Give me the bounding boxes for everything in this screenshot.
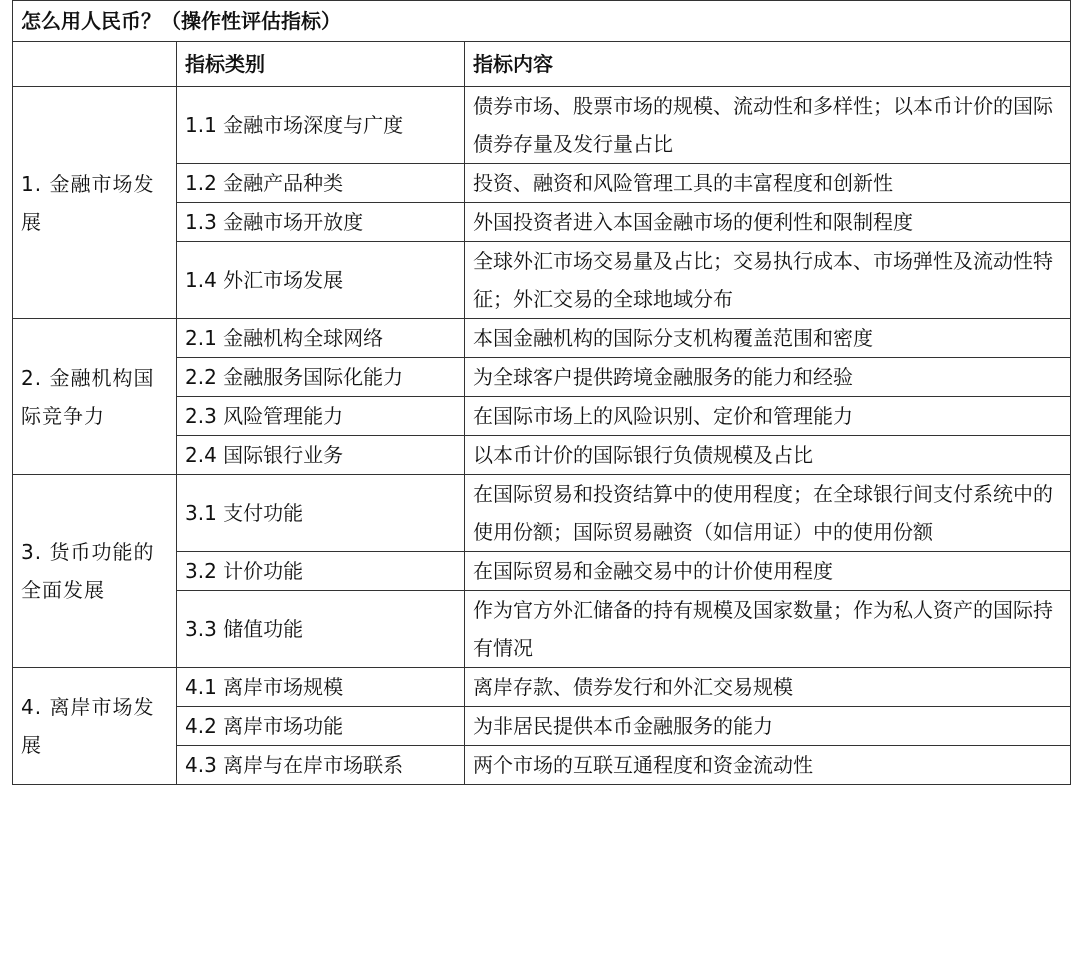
category-cell: 1. 金融市场发展 [13, 87, 177, 319]
header-row [13, 42, 1071, 87]
indicator-cell: 1.4 外汇市场发展 [177, 242, 465, 319]
indicator-cell: 2.3 风险管理能力 [177, 397, 465, 436]
indicator-cell: 1.3 金融市场开放度 [177, 203, 465, 242]
title-row [13, 1, 1071, 42]
indicator-content-cell: 离岸存款、债券发行和外汇交易规模 [465, 668, 1071, 707]
indicator-cell: 2.1 金融机构全球网络 [177, 319, 465, 358]
indicator-cell: 3.2 计价功能 [177, 552, 465, 591]
category-cell: 2. 金融机构国际竞争力 [13, 319, 177, 475]
indicator-content-cell: 在国际贸易和金融交易中的计价使用程度 [465, 552, 1071, 591]
indicator-content-cell: 投资、融资和风险管理工具的丰富程度和创新性 [465, 164, 1071, 203]
indicator-content-cell: 作为官方外汇储备的持有规模及国家数量；作为私人资产的国际持有情况 [465, 591, 1071, 668]
header-blank-cell [13, 42, 177, 87]
indicator-content-cell: 为全球客户提供跨境金融服务的能力和经验 [465, 358, 1071, 397]
table-title: 怎么用人民币？（操作性评估指标） [13, 1, 1071, 42]
indicator-content-cell: 全球外汇市场交易量及占比；交易执行成本、市场弹性及流动性特征；外汇交易的全球地域分布 [465, 242, 1071, 319]
indicator-cell: 4.3 离岸与在岸市场联系 [177, 746, 465, 785]
indicator-content-cell: 两个市场的互联互通程度和资金流动性 [465, 746, 1071, 785]
header-indicator-category: 指标类别 [177, 42, 465, 87]
table-row [13, 87, 1071, 164]
indicator-table-container [12, 0, 1070, 785]
indicator-cell: 4.1 离岸市场规模 [177, 668, 465, 707]
indicator-content-cell: 以本币计价的国际银行负债规模及占比 [465, 436, 1071, 475]
indicator-cell: 2.2 金融服务国际化能力 [177, 358, 465, 397]
table-row [13, 668, 1071, 707]
indicator-content-cell: 外国投资者进入本国金融市场的便利性和限制程度 [465, 203, 1071, 242]
indicator-content-cell: 本国金融机构的国际分支机构覆盖范围和密度 [465, 319, 1071, 358]
indicator-content-cell: 在国际市场上的风险识别、定价和管理能力 [465, 397, 1071, 436]
indicator-cell: 3.3 储值功能 [177, 591, 465, 668]
indicator-cell: 4.2 离岸市场功能 [177, 707, 465, 746]
indicator-cell: 1.1 金融市场深度与广度 [177, 87, 465, 164]
header-indicator-content: 指标内容 [465, 42, 1071, 87]
indicator-content-cell: 为非居民提供本币金融服务的能力 [465, 707, 1071, 746]
table-row [13, 319, 1071, 358]
indicator-cell: 3.1 支付功能 [177, 475, 465, 552]
category-cell: 4. 离岸市场发展 [13, 668, 177, 785]
indicator-content-cell: 在国际贸易和投资结算中的使用程度；在全球银行间支付系统中的使用份额；国际贸易融资（如信用证）中的使用份额 [465, 475, 1071, 552]
indicator-cell: 2.4 国际银行业务 [177, 436, 465, 475]
indicator-content-cell: 债券市场、股票市场的规模、流动性和多样性；以本币计价的国际债券存量及发行量占比 [465, 87, 1071, 164]
indicator-table [12, 0, 1071, 785]
indicator-cell: 1.2 金融产品种类 [177, 164, 465, 203]
table-row [13, 475, 1071, 552]
category-cell: 3. 货币功能的全面发展 [13, 475, 177, 668]
